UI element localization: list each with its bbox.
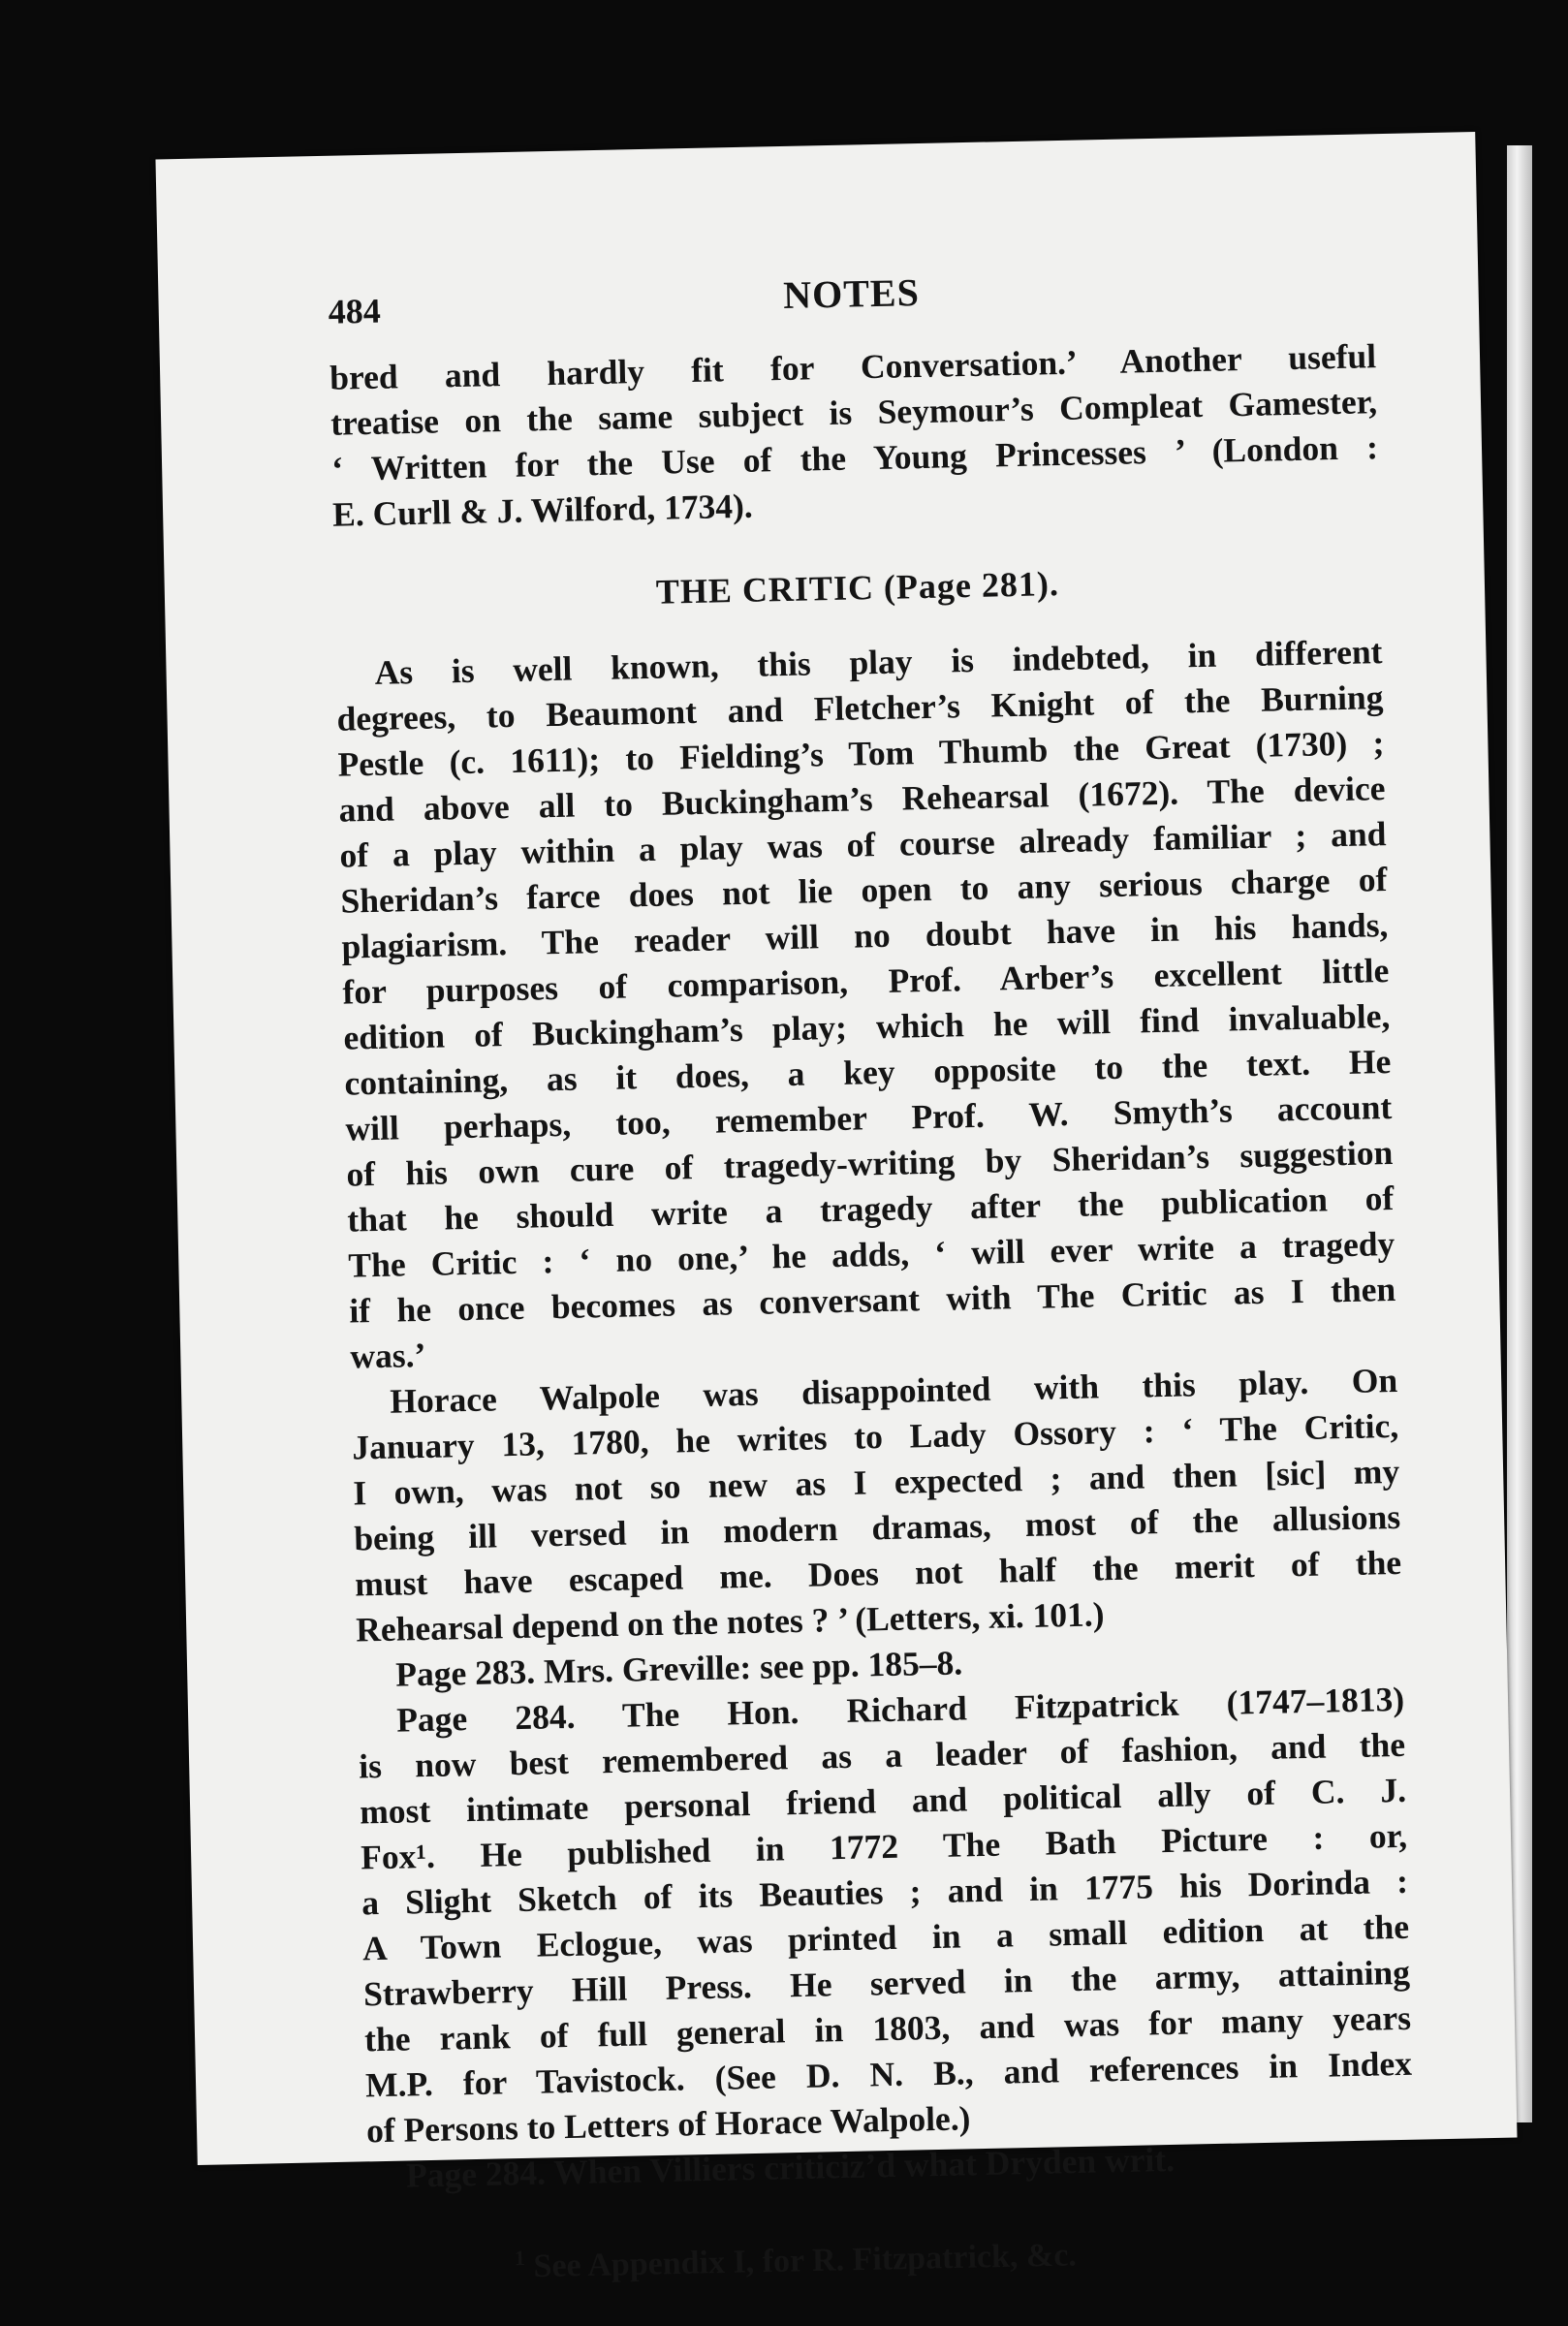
section-title: THE CRITIC (Page 281). <box>655 564 1060 612</box>
book-page <box>155 132 1517 2285</box>
text-line: must have escaped me. Does not half the merit of the <box>354 1542 1402 1604</box>
next-page-edge <box>1507 145 1532 2122</box>
paragraph-walpole <box>351 1358 1403 1653</box>
text-line: degrees, to Beaumont and Fletcher’s Knight of the Burning <box>336 677 1384 739</box>
text-line: if he once becomes as conversant with The Critic as I then <box>348 1269 1396 1331</box>
text-line: for purposes of comparison, Prof. Arber’s excellent little <box>342 951 1390 1012</box>
text-line: of a play within a play was of course already familiar ; and <box>339 814 1387 875</box>
text-line: of Persons to Letters of Horace Walpole.) <box>365 2098 971 2151</box>
text-line: Sheridan’s farce does not lie open to any serious charge of <box>340 860 1388 921</box>
text-line: January 13, 1780, he writes to Lady Ossory : ‘ The Critic, <box>351 1405 1399 1467</box>
footnote-mark: 1 <box>514 2245 526 2271</box>
footnote-text: See Appendix I, for R. Fitzpatrick, &c. <box>533 2237 1078 2285</box>
text-line: containing, as it does, a key opposite to the text. He <box>344 1042 1392 1103</box>
text-line: I own, was not so new as I expected ; and then [sic] my <box>352 1451 1400 1513</box>
text-line: being ill versed in modern dramas, most of the allusions <box>353 1496 1401 1558</box>
text-line: A Town Eclogue, was printed in a small edition at the <box>361 1906 1410 1968</box>
note-page-284-villiers: Page 284. When Villiers criticiz’d what Dryden writ. <box>405 2139 1176 2195</box>
running-head: NOTES <box>782 270 921 317</box>
text-line: E. Curll & J. Wilford, 1734). <box>331 486 754 534</box>
text-line: edition of Buckingham’s play; which he will find invaluable, <box>343 996 1391 1057</box>
text-line: M.P. for Tavistock. (See D. N. B., and references in Index <box>364 2043 1413 2105</box>
paragraph-critic <box>335 629 1397 1379</box>
text-line: Fox¹. He published in 1772 The Bath Picture : or, <box>360 1815 1408 1877</box>
text-line: was.’ <box>349 1335 426 1376</box>
text-line: most intimate personal friend and political ally of C. J. <box>359 1770 1407 1832</box>
intro-paragraph <box>329 333 1380 538</box>
text-line: As is well known, this play is indebted, in different <box>374 632 1383 692</box>
paragraph-fitzpatrick <box>358 1677 1414 2154</box>
text-line: Horace Walpole was disappointed with this play. On <box>389 1360 1398 1421</box>
text-line: ‘ Written for the Use of the Young Princesses ’ (London : <box>330 427 1379 488</box>
page-content <box>328 260 1416 2292</box>
text-line: the rank of full general in 1803, and was for many years <box>363 1997 1412 2059</box>
text-line: Strawberry Hill Press. He served in the army, attaining <box>362 1952 1411 2014</box>
text-line: The Critic : ‘ no one,’ he adds, ‘ will ever write a tragedy <box>347 1223 1396 1285</box>
footnote <box>368 2216 1416 2293</box>
text-line: that he should write a tragedy after the publication of <box>347 1178 1395 1240</box>
text-line: a Slight Sketch of its Beauties ; and in 1775 his Dorinda : <box>361 1861 1409 1923</box>
text-line: Rehearsal depend on the notes ? ’ (Letters, xi. 101.) <box>355 1594 1105 1650</box>
text-line: Page 284. The Hon. Richard Fitzpatrick (1747–1813) <box>395 1679 1405 1740</box>
note-page-283: Page 283. Mrs. Greville: see pp. 185–8. <box>394 1643 963 1694</box>
text-line: will perhaps, too, remember Prof. W. Smyth’s account <box>345 1086 1393 1148</box>
text-line: Pestle (c. 1611); to Fielding’s Tom Thumb the Great (1730) ; <box>337 723 1385 784</box>
page-number: 484 <box>328 291 382 331</box>
text-line: treatise on the same subject is Seymour’s Compleat Gamester, <box>329 382 1378 443</box>
text-line: plagiarism. The reader will no doubt have in his hands, <box>341 905 1389 966</box>
text-line: of his own cure of tragedy-writing by Sheridan’s suggestion <box>346 1132 1394 1194</box>
text-line: and above all to Buckingham’s Rehearsal (1672). The device <box>338 769 1386 830</box>
text-line: is now best remembered as a leader of fashion, and the <box>358 1724 1406 1786</box>
text-line: bred and hardly fit for Conversation.’ Another useful <box>329 336 1377 397</box>
